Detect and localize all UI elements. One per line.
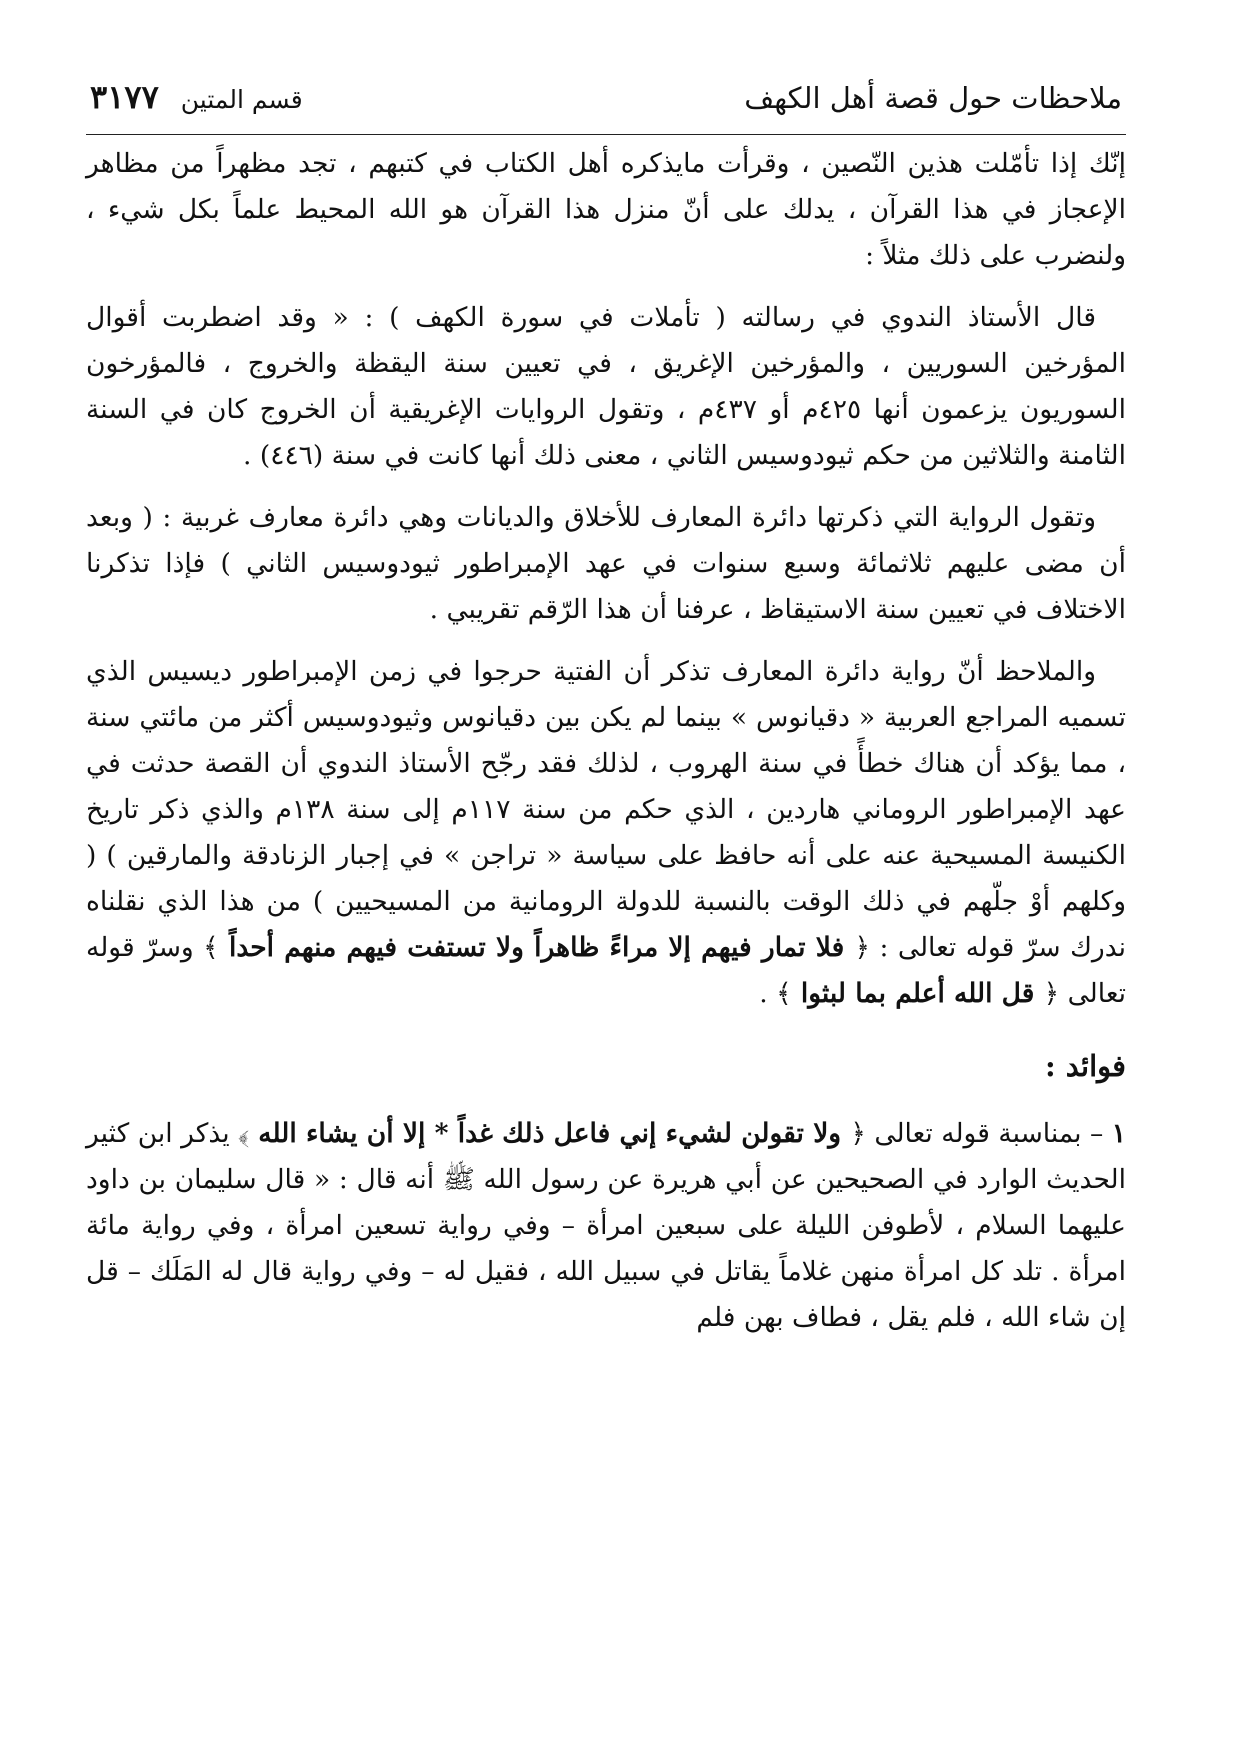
paragraph-4: [86, 649, 1126, 1017]
header-section: قسم المتين: [180, 85, 303, 114]
fawaid-item-1: [86, 1111, 1126, 1341]
paragraph-2: قال الأستاذ الندوي في رسالته ( تأملات في سورة الكهف ) : « وقد اضطربت أقوال المؤرخين السوريين ، والمؤرخين الإغريق ، في تعيين سنة اليقظة والخروج ، فالمؤرخون السوريون يزعمون أنها ٤٢٥م أو ٤٣٧م ، وتقول الروايات الإغريقية أن الخروج كان في السنة الثامنة والثلاثين من حكم ثيودوسيس الثاني ، معنى ذلك أنها كانت في سنة (٤٤٦) .: [86, 302, 1126, 471]
paragraph-3: وتقول الرواية التي ذكرتها دائرة المعارف للأخلاق والديانات وهي دائرة معارف غربية : ( وبعد أن مضى عليهم ثلاثمائة وسبع سنوات في عهد الإمبراطور ثيودوسيس الثاني ) فإذا تذكرنا الاختلاف في تعيين سنة الاستيقاظ ، عرفنا أن هذا الرّقم تقريبي .: [86, 502, 1126, 625]
item-1-text-b: ﴾ يذكر ابن كثير الحديث الوارد في الصحيحين عن أبي هريرة عن رسول الله ﷺ أنه قال : « قال سليمان بن داود عليهما السلام ، لأطوفن الليلة على سبعين امرأة – وفي رواية تسعين امرأة ، وفي رواية مائة امرأة . تلد كل امرأة منهن غلاماً يقاتل في سبيل الله ، فقيل له – وفي رواية قال له المَلَك – قل إن شاء الله ، فلم يقل ، فطاف بهن فلم: [86, 1118, 1126, 1333]
book-page: [86, 78, 1126, 1357]
header-meta: [90, 78, 303, 116]
paragraph-4-text-c: ﴾ .: [759, 978, 792, 1009]
fawaid-heading: فوائد :: [1045, 1049, 1126, 1083]
paragraph-1: إنّك إذا تأمّلت هذين النّصين ، وقرأت مايذكره أهل الكتاب في كتبهم ، تجد مظهراً من مظاهر الإعجاز في هذا القرآن ، يدلك على أنّ منزل هذا القرآن هو الله المحيط علماً بكل شيء ، ولنضرب على ذلك مثلاً :: [86, 148, 1126, 271]
running-header: [86, 78, 1126, 135]
header-title: ملاحظات حول قصة أهل الكهف: [744, 81, 1122, 115]
item-number: ١: [1111, 1118, 1126, 1149]
quran-quote-1: فلا تمار فيهم إلا مراءً ظاهراً ولا تستفت فيهم منهم أحداً: [218, 932, 855, 963]
quran-quote-2: قل الله أعلم بما لبثوا: [791, 978, 1044, 1009]
page-number: ٣١٧٧: [90, 78, 159, 116]
page-body: [86, 135, 1126, 1341]
paragraph-4-text-a: والملاحظ أنّ رواية دائرة المعارف تذكر أن الفتية حرجوا في زمن الإمبراطور ديسيس الذي تسميه المراجع العربية « دقيانوس » بينما لم يكن بين دقيانوس وثيودوسيس أكثر من مائتي سنة ، مما يؤكد أن هناك خطأً في سنة الهروب ، لذلك فقد رجّح الأستاذ الندوي أن القصة حدثت في عهد الإمبراطور الروماني هاردين ، الذي حكم من سنة ١١٧م إلى سنة ١٣٨م والذي ذكر تاريخ الكنيسة المسيحية عنه على أنه حافظ على سياسة « تراجن » في إجبار الزنادقة والمارقين ) ( وكلهم أوْ جلّهم في ذلك الوقت بالنسبة للدولة الرومانية من المسيحيين ) من هذا الذي نقلناه ندرك سرّ قوله تعالى : ﴿: [86, 656, 1127, 963]
quran-quote-3: ولا تقولن لشيء إني فاعل ذلك غداً * إلا أن يشاء الله: [248, 1118, 851, 1149]
item-1-text-a: – بمناسبة قوله تعالى ﴿: [850, 1118, 1112, 1149]
paragraph-4-text-b: ﴾ وسرّ قوله تعالى ﴿: [86, 932, 1126, 1009]
